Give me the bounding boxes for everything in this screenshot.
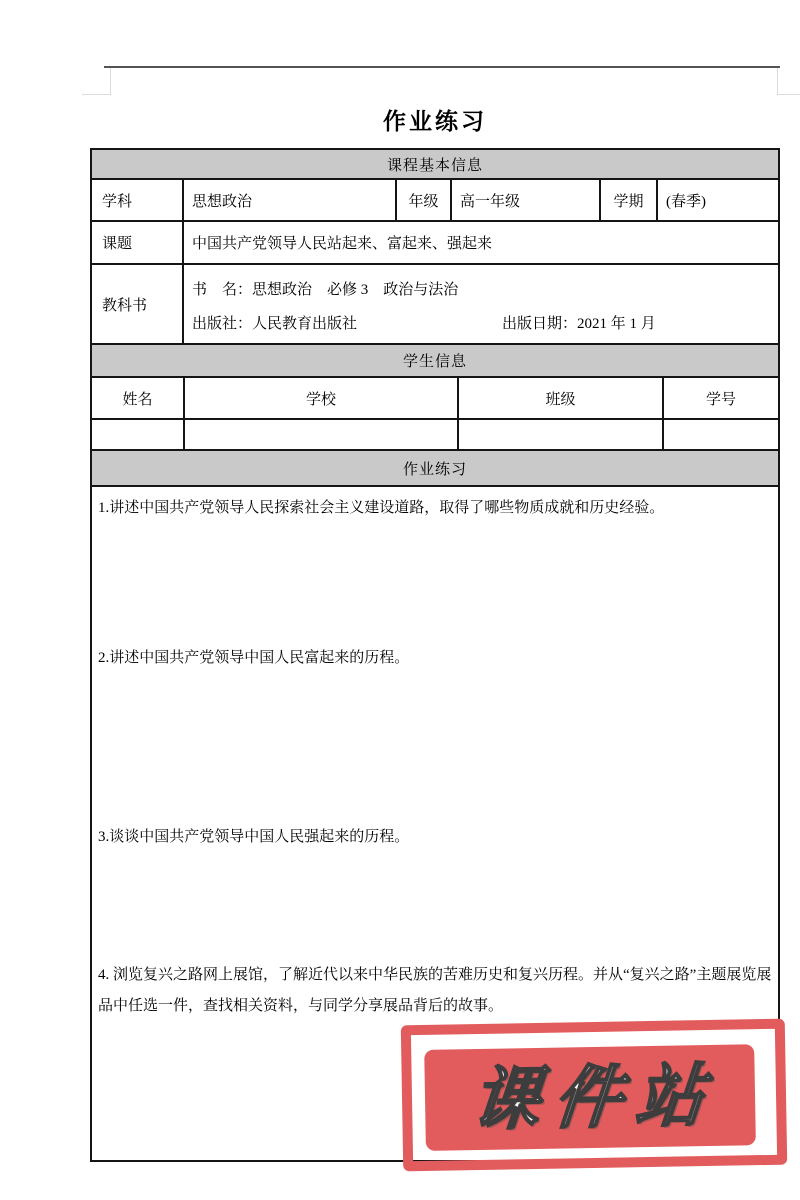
margin-corner-mark-right-h bbox=[777, 94, 800, 95]
subject-value: 思想政治 bbox=[184, 180, 397, 220]
topic-label: 课题 bbox=[92, 222, 184, 263]
student-id-input-cell[interactable] bbox=[664, 420, 778, 449]
name-input-cell[interactable] bbox=[92, 420, 185, 449]
publish-date-line: 出版日期：2021 年 1 月 bbox=[502, 316, 656, 332]
publisher-line-row bbox=[184, 312, 778, 333]
semester-value: (春季) bbox=[666, 193, 706, 210]
margin-corner-mark-left bbox=[110, 68, 111, 95]
question-4: 4. 浏览复兴之路网上展馆，了解近代以来中华民族的苦难历史和复兴历程。并从“复兴之路”主题展览展品中任选一件，查找相关资料，与同学分享展品背后的故事。 bbox=[98, 967, 772, 1014]
book-name-line: 书 名：思想政治 必修 3 政治与法治 bbox=[192, 282, 459, 298]
student-id-column-header: 学号 bbox=[705, 391, 736, 408]
page-top-border bbox=[104, 66, 780, 68]
question-3: 3.谈谈中国共产党领导中国人民强起来的历程。 bbox=[98, 829, 410, 845]
margin-corner-mark-right bbox=[777, 68, 778, 95]
student-info-section-header: 学生信息 bbox=[92, 345, 778, 376]
semester-label: 学期 bbox=[601, 180, 658, 220]
publisher-line: 出版社：人民教育出版社 bbox=[192, 316, 358, 332]
question-1: 1.讲述中国共产党领导人民探索社会主义建设道路，取得了哪些物质成就和历史经验。 bbox=[98, 500, 665, 516]
course-info-section-header: 课程基本信息 bbox=[92, 150, 778, 178]
grade-label: 年级 bbox=[397, 180, 452, 220]
stamp-watermark bbox=[401, 1019, 787, 1172]
margin-corner-mark-left-h bbox=[82, 94, 111, 95]
homework-section-header: 作业练习 bbox=[92, 451, 778, 485]
page-title: 作业练习 bbox=[383, 109, 487, 134]
school-column-header: 学校 bbox=[185, 378, 459, 418]
worksheet-table bbox=[90, 148, 780, 1162]
stamp-inner-box bbox=[424, 1044, 756, 1151]
stamp-text: 课件站 bbox=[468, 1057, 722, 1138]
textbook-value-cell bbox=[184, 265, 778, 343]
class-input-cell[interactable] bbox=[459, 420, 664, 449]
class-column-header: 班级 bbox=[459, 378, 664, 418]
textbook-label: 教科书 bbox=[92, 265, 184, 343]
name-column-header: 姓名 bbox=[92, 378, 185, 418]
grade-value: 高一年级 bbox=[452, 180, 601, 220]
topic-value: 中国共产党领导人民站起来、富起来、强起来 bbox=[192, 236, 493, 252]
school-input-cell[interactable] bbox=[185, 420, 459, 449]
question-2: 2.讲述中国共产党领导中国人民富起来的历程。 bbox=[98, 650, 410, 666]
subject-label: 学科 bbox=[92, 180, 184, 220]
